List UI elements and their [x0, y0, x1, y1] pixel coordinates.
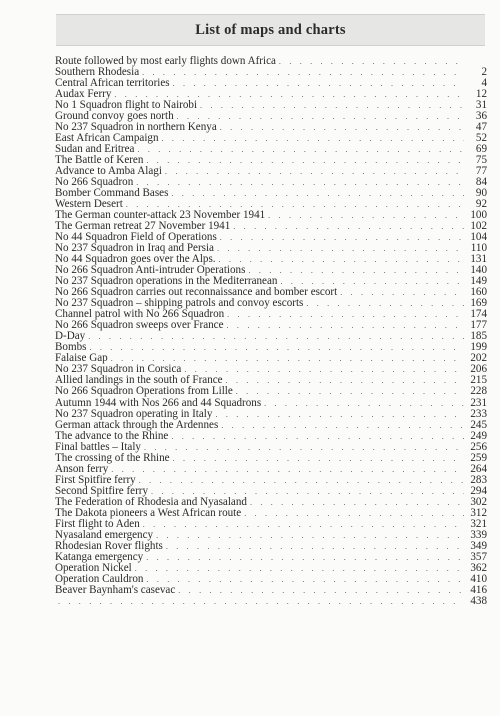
list-item-page-number: 36 [475, 110, 487, 123]
dot-leader [162, 135, 464, 143]
dot-leader [139, 477, 464, 485]
dot-leader [279, 58, 464, 66]
list-item-label: Channel patrol with No 266 Squadron [55, 308, 225, 321]
dot-leader [340, 289, 464, 297]
dot-leader [233, 223, 464, 231]
list-item-label: No 1 Squadron flight to Nairobi [55, 99, 198, 112]
list-item-label: Southern Rhodesia [55, 66, 140, 79]
list-item [55, 486, 487, 497]
list-item-page-number: 110 [470, 242, 487, 255]
list-item [55, 475, 487, 486]
list-item-label: Western Desert [55, 198, 123, 211]
dot-leader [111, 355, 464, 363]
list-item-label: The German counter-attack 23 November 1941 [55, 209, 266, 222]
list-item-page-number: 92 [475, 198, 487, 211]
dot-leader [142, 69, 464, 77]
dot-leader [250, 499, 464, 507]
list-item [55, 397, 487, 408]
dot-leader [88, 333, 464, 341]
dot-leader [306, 300, 464, 308]
list-item-label: Sudan and Eritrea [55, 143, 135, 156]
list-item-page-number: 160 [470, 286, 487, 299]
dot-leader [248, 267, 464, 275]
list-item-label: Autumn 1944 with Nos 266 and 44 Squadrons [55, 396, 262, 409]
list-item-label: No 266 Squadron carries out reconnaissance and bomber escort [55, 286, 338, 299]
list-item [55, 585, 487, 596]
list-item-label: No 237 Squadron in Iraq and Persia [55, 242, 214, 255]
list-item-page-number: 84 [475, 176, 487, 189]
list-item-label: The Dakota pioneers a West African route [55, 506, 242, 519]
dot-leader [136, 179, 464, 187]
list-item-label: D-Day [55, 330, 86, 343]
dot-leader [58, 598, 464, 606]
dot-leader [221, 422, 464, 430]
dot-leader [135, 565, 464, 573]
list-item-label: No 237 Squadron in northern Kenya [55, 121, 217, 134]
dot-leader [156, 532, 464, 540]
dot-leader [173, 455, 464, 463]
list-item-page-number: 264 [470, 462, 487, 475]
list-item-label: Advance to Amba Alagi [55, 165, 162, 178]
list-item-page-number: 100 [470, 209, 487, 222]
dot-leader [89, 344, 464, 352]
list-item-label: Final battles – Italy [55, 440, 141, 453]
list-item-page-number: 339 [470, 528, 487, 541]
dot-leader [227, 322, 464, 330]
list-item-label: First Spitfire ferry [55, 473, 136, 486]
list-item-page-number: 104 [470, 231, 487, 244]
list-item-page-number: 321 [470, 517, 487, 530]
dot-leader [171, 433, 464, 441]
dot-leader [280, 278, 464, 286]
list-item-page-number: 312 [470, 506, 487, 519]
dot-leader [178, 587, 464, 595]
dot-leader [146, 576, 464, 584]
list-item-page-number: 215 [470, 374, 487, 387]
list-item-label: Central African territories [55, 77, 170, 90]
list-item [55, 409, 487, 420]
list-item-label: No 266 Squadron Anti-intruder Operations [55, 264, 246, 277]
list-item-page-number: 185 [470, 330, 487, 343]
list-item [55, 386, 487, 397]
list-item-label: The Battle of Keren [55, 154, 144, 167]
list-item-label: No 44 Squadron Field of Operations [55, 231, 217, 244]
dot-leader [268, 212, 464, 220]
list-item [55, 331, 487, 342]
dot-leader [227, 311, 464, 319]
dot-leader [144, 444, 464, 452]
dot-leader [200, 102, 464, 110]
list-item-label: Operation Nickel [55, 561, 132, 574]
list-item-label: German attack through the Ardennes [55, 418, 219, 431]
list-item-label: Audax Ferry [55, 88, 112, 101]
dot-leader [215, 411, 464, 419]
list-item-page-number: 199 [470, 341, 487, 354]
list-item-page-number: 294 [470, 484, 487, 497]
list-item-page-number: 174 [470, 308, 487, 321]
dot-leader [165, 168, 464, 176]
dot-leader [184, 366, 464, 374]
list-item [55, 596, 487, 607]
list-item-page-number: 349 [470, 539, 487, 552]
dot-leader [173, 80, 464, 88]
list-item-label: Bomber Command Bases [55, 187, 169, 200]
list-item-label: Rhodesian Rover flights [55, 539, 163, 552]
list-item-page-number: 131 [470, 253, 487, 266]
list-item-page-number: 102 [470, 220, 487, 233]
list-item-label: Nyasaland emergency [55, 528, 154, 541]
list-item-label: No 237 Squadron – shipping patrols and convoy escorts [55, 297, 304, 310]
dot-leader [217, 245, 464, 253]
list-item-label: No 237 Squadron operations in the Mediterranean [55, 275, 278, 288]
title-banner [56, 14, 485, 46]
list-item-label: East African Campaign [55, 132, 159, 145]
dot-leader [220, 234, 464, 242]
dot-leader [236, 388, 464, 396]
list-item-label: Anson ferry [55, 462, 109, 475]
list-item [55, 320, 487, 331]
list-item-page-number: 12 [475, 88, 487, 101]
list-item-page-number: 231 [470, 396, 487, 409]
dot-leader [146, 157, 464, 165]
list-item-page-number: 202 [470, 352, 487, 365]
list-item-page-number: 4 [481, 77, 487, 90]
list-item-label: No 237 Squadron in Corsica [55, 363, 182, 376]
dot-leader [219, 256, 464, 264]
list-item-page-number: 357 [470, 550, 487, 563]
dot-leader [171, 190, 464, 198]
dot-leader [264, 400, 464, 408]
dot-leader [244, 510, 464, 518]
list-item-page-number: 149 [470, 275, 487, 288]
list-item-page-number: 416 [470, 583, 487, 596]
list-item [55, 431, 487, 442]
dot-leader [126, 201, 464, 209]
list-item-page-number: 31 [475, 99, 487, 112]
list-item-page-number: 169 [470, 297, 487, 310]
list-item-label: No 237 Squadron operating in Italy [55, 407, 213, 420]
list-item-label: Falaise Gap [55, 352, 108, 365]
list-item-page-number: 206 [470, 363, 487, 376]
list-item-page-number: 140 [470, 264, 487, 277]
list-item-label: Route followed by most early flights down Africa [55, 55, 276, 68]
dot-leader [111, 466, 464, 474]
list-item-label: The German retreat 27 November 1941 [55, 220, 231, 233]
page-title: List of maps and charts [195, 21, 346, 38]
dot-leader [114, 91, 464, 99]
list-item-label: The advance to the Rhine [55, 429, 169, 442]
dot-leader [220, 124, 464, 132]
list-item-page-number: 362 [470, 561, 487, 574]
dot-leader [177, 113, 464, 121]
list-item-page-number: 249 [470, 429, 487, 442]
list-item-label: Katanga emergency [55, 550, 144, 563]
list-item-page-number: 177 [470, 319, 487, 332]
list-item [55, 342, 487, 353]
list-item [55, 497, 487, 508]
list-item-page-number: 256 [470, 440, 487, 453]
list-item-page-number: 228 [470, 385, 487, 398]
list-item [55, 508, 487, 519]
list-item-page-number: 233 [470, 407, 487, 420]
list-item-label: No 266 Squadron sweeps over France [55, 319, 224, 332]
list-item-label: Operation Cauldron [55, 572, 144, 585]
list-item-page-number: 438 [470, 594, 487, 607]
dot-leader [143, 521, 464, 529]
list-item [55, 78, 487, 89]
list-item-page-number: 283 [470, 473, 487, 486]
list-item-label: No 44 Squadron goes over the Alps. [55, 253, 216, 266]
list-item-page-number: 302 [470, 495, 487, 508]
list-item-page-number: 410 [470, 572, 487, 585]
list-item-page-number: 245 [470, 418, 487, 431]
list-item-label: No 266 Squadron [55, 176, 134, 189]
list-item-label: No 266 Squadron Operations from Lille [55, 385, 233, 398]
list-item-label: Bombs [55, 341, 87, 354]
list-item [55, 453, 487, 464]
dot-leader [226, 377, 464, 385]
list-item-page-number: 47 [475, 121, 487, 134]
maps-list [55, 56, 487, 607]
list-item [55, 442, 487, 453]
list-item-page-number: 259 [470, 451, 487, 464]
list-item-label: Ground convoy goes north [55, 110, 174, 123]
list-item-page-number: 2 [481, 66, 487, 79]
list-item-label: Allied landings in the south of France [55, 374, 223, 387]
dot-leader [151, 488, 464, 496]
list-item-label: The Federation of Rhodesia and Nyasaland [55, 495, 247, 508]
list-item-label: First flight to Aden [55, 517, 140, 530]
dot-leader [146, 554, 464, 562]
list-item-page-number: 77 [475, 165, 487, 178]
list-item [55, 420, 487, 431]
list-item-page-number: 75 [475, 154, 487, 167]
list-item-label: The crossing of the Rhine [55, 451, 170, 464]
list-item [55, 464, 487, 475]
dot-leader [137, 146, 464, 154]
list-item-page-number: 69 [475, 143, 487, 156]
list-item-page-number: 52 [475, 132, 487, 145]
list-item-label: Second Spitfire ferry [55, 484, 149, 497]
list-item-label: Beaver Baynham's casevac [55, 583, 176, 596]
dot-leader [166, 543, 464, 551]
list-item-page-number: 90 [475, 187, 487, 200]
